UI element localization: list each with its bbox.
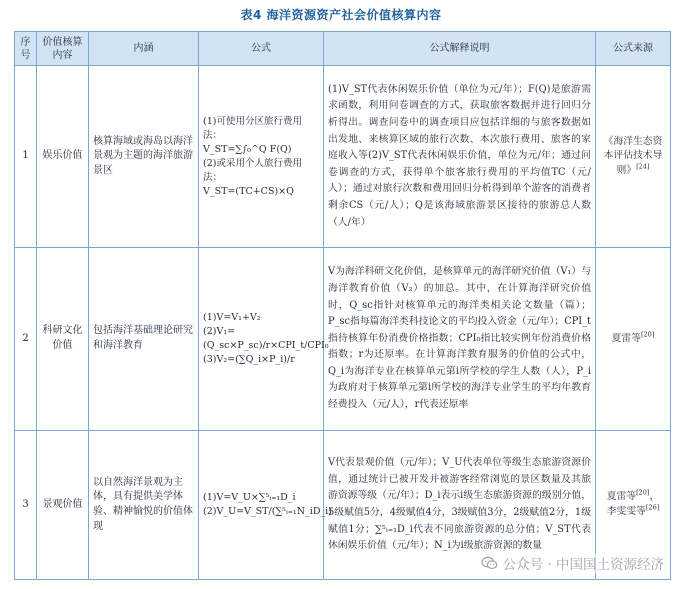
formula-line: (2)或采用个人旅行费用法： — [203, 157, 302, 183]
row-explanation: V为海洋科研文化价值，是核算单元的海洋研究价值（V₁）与海洋教育价值（V₂）的加总。其中，在计算海洋研究价值时，Q_sc指针对核算单元的海洋类相关论文数量（篇）；P_sc指每篇海洋类科技论文的平均投入资金（元/年）；CPI_t指待核算年份消费价格指数；CPI₀指比较实例年份消费价格指数；r为还原率。在计算海洋教育服务的价值的公式中，Q_i为海洋专业在核算单元第i所学校的学生人数（人），P_i为政府对于核算单元第i所学校的海洋专业学生的平均年教育经费投入（元/人），r代表还原率 — [324, 248, 596, 431]
row-source: 夏雷等[20]， 李雯雯等[26] — [596, 431, 671, 580]
header-formula: 公式 — [199, 32, 324, 66]
header-meaning: 内涵 — [89, 32, 199, 66]
header-index: 序号 — [15, 32, 37, 66]
source-text: 夏雷等 — [611, 332, 642, 344]
formula-line: (1)可使用分区旅行费用法： — [203, 115, 302, 141]
source-ref[interactable]: [20] — [636, 489, 650, 498]
row-index: 2 — [15, 248, 37, 431]
source-text: 夏雷等 — [606, 491, 637, 503]
formula-line: V_ST=(TC+CS)×Q — [203, 185, 294, 197]
watermark-text: 公众号 · 中国国土资源经济 — [502, 557, 664, 573]
formula-line: (3)V₂=(∑Q_i×P_i)/r — [203, 354, 295, 365]
wechat-icon — [481, 556, 498, 570]
table-row — [15, 248, 671, 431]
row-item: 娱乐价值 — [37, 66, 89, 248]
table-header-row — [15, 32, 671, 66]
row-meaning: 以自然海洋景观为主体，具有提供美学体验、精神愉悦的价值体现 — [89, 431, 199, 580]
row-formula — [199, 248, 329, 431]
row-index: 1 — [15, 66, 37, 248]
header-item: 价值核算内容 — [37, 32, 89, 66]
source-text: 《海洋生态资本评估技术导则》 — [603, 135, 663, 176]
row-meaning: 核算海域或海岛以海洋景观为主题的海洋旅游景区 — [89, 66, 199, 248]
formula-line: (2)V₁=(Q_sc×P_sc)/r×CPI_t/CPI₀ — [203, 326, 329, 351]
table-row — [15, 66, 671, 248]
row-source — [596, 248, 671, 431]
row-item: 景观价值 — [37, 431, 89, 580]
source-ref[interactable]: [24] — [636, 162, 650, 171]
row-item: 科研文化价值 — [37, 248, 89, 431]
formula-line: (1)V=V_U×∑⁵ᵢ₌₁D_i — [203, 492, 296, 503]
row-formula — [199, 431, 332, 580]
table-title: 表4 海洋资源资产社会价值核算内容 — [240, 8, 442, 22]
source-text-2: 李雯雯等 — [606, 506, 646, 517]
row-index: 3 — [15, 431, 37, 580]
social-value-accounting-table — [14, 31, 671, 580]
watermark — [481, 553, 664, 573]
source-ref-2[interactable]: [26] — [645, 503, 660, 512]
header-explanation: 公式解释说明 — [324, 32, 596, 66]
row-formula — [199, 66, 324, 248]
formula-line: (1)V=V₁+V₂ — [203, 312, 261, 323]
formula-line: V_ST=∑∫₀^Q F(Q) — [203, 143, 292, 155]
row-explanation: V代表景观价值（元/年）；V_U代表单位等级生态旅游资源价值，通过统计已被开发并被游客经常浏览的景区数量及其旅游资源等级（元/年）；D_i表示i级生态旅游资源的级别分值，5级赋值5分，4级赋值4分，3级赋值3分，2级赋值2分，1级赋值1分；∑⁵ᵢ₌₁D_i代表不同旅游资源的总分值；V_ST代表休闲娱乐价值（元/年）；N_i为i级旅游资源的数量 — [324, 431, 596, 580]
formula-line: (2)V_U=V_ST/(∑⁵ᵢ₌₁N_iD_i) — [203, 506, 332, 517]
row-meaning: 包括海洋基础理论研究和海洋教育 — [89, 248, 199, 431]
row-source — [596, 66, 671, 248]
source-ref[interactable]: [20] — [641, 330, 655, 339]
row-explanation: (1)V_ST代表休闲娱乐价值（单位为元/年）；F(Q)是旅游需求函数，利用问卷调查的方式，获取旅客数据并进行回归分析得出。调查问卷中的调查项目应包括详细的与旅客数据如出发地、来核算区域的旅行次数、本次旅行费用、旅客的家庭收入等(2)V_ST代表休闲娱乐价值，单位为元/年；通过问卷调查的方式，获得单个旅客旅行费用的平均值TC（元/人）；通过对旅行次数和费用回归分析得到单个游客的消费者剩余CS（元/人）；Q是该海域旅游景区接待的旅游总人数（人/年） — [324, 66, 596, 248]
header-source: 公式来源 — [596, 32, 671, 66]
